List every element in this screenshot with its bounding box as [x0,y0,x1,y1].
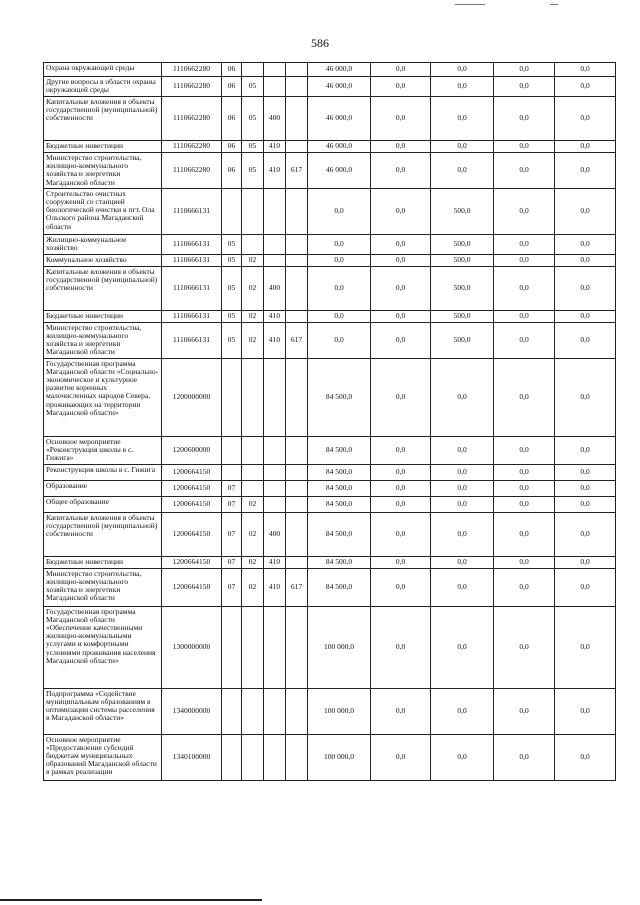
row-value-4: 0,0 [494,63,555,77]
row-value-4: 0,0 [494,512,555,556]
row-section [222,734,242,780]
row-value-5: 0,0 [555,97,616,141]
row-section: 05 [222,266,242,310]
budget-table [43,62,616,781]
table-row [44,97,616,141]
row-value-1: 0,0 [308,310,371,322]
row-code: 1200664150 [162,512,222,556]
table-row [44,480,616,496]
row-value-5: 0,0 [555,512,616,556]
row-value-1: 46 000,0 [308,77,371,97]
row-value-3: 500,0 [431,266,494,310]
row-subsection: 05 [242,97,264,141]
row-admin-code [286,358,308,436]
table-row [44,556,616,568]
row-admin-code [286,234,308,254]
row-admin-code [286,464,308,480]
row-name: Капитальные вложения в объекты государственной (муниципальной) собственности [44,512,162,556]
row-value-4: 0,0 [494,568,555,606]
row-code: 1340100000 [162,734,222,780]
row-value-1: 46 000,0 [308,141,371,153]
table-row [44,734,616,780]
row-admin-code [286,310,308,322]
row-value-3: 0,0 [431,688,494,734]
table-row [44,310,616,322]
row-code: 1110666131 [162,310,222,322]
row-section [222,464,242,480]
row-value-2: 0,0 [371,568,431,606]
row-value-4: 0,0 [494,606,555,688]
row-value-5: 0,0 [555,556,616,568]
row-expense-type [264,734,286,780]
row-value-2: 0,0 [371,310,431,322]
row-subsection [242,688,264,734]
row-value-5: 0,0 [555,188,616,234]
row-code: 1200664150 [162,480,222,496]
row-admin-code [286,496,308,512]
row-expense-type: 410 [264,310,286,322]
row-code: 1110662280 [162,97,222,141]
row-expense-type [264,234,286,254]
row-expense-type [264,254,286,266]
row-admin-code [286,188,308,234]
row-value-5: 0,0 [555,480,616,496]
row-subsection [242,358,264,436]
table-row [44,358,616,436]
row-expense-type [264,436,286,464]
row-value-1: 46 000,0 [308,97,371,141]
row-value-5: 0,0 [555,141,616,153]
row-value-3: 0,0 [431,63,494,77]
row-name: Образование [44,480,162,496]
row-admin-code [286,63,308,77]
row-value-4: 0,0 [494,436,555,464]
row-subsection: 02 [242,254,264,266]
row-value-4: 0,0 [494,734,555,780]
row-subsection: 02 [242,568,264,606]
row-code: 1340000000 [162,688,222,734]
row-value-3: 0,0 [431,556,494,568]
row-admin-code [286,606,308,688]
row-value-3: 500,0 [431,310,494,322]
row-value-3: 0,0 [431,496,494,512]
page-number: 586 [311,36,329,50]
row-value-2: 0,0 [371,606,431,688]
row-code: 1200664150 [162,568,222,606]
row-code: 1110666131 [162,188,222,234]
row-section: 07 [222,496,242,512]
row-value-5: 0,0 [555,358,616,436]
row-value-1: 84 500,0 [308,496,371,512]
row-expense-type: 400 [264,512,286,556]
row-code: 1200664150 [162,496,222,512]
row-section: 06 [222,141,242,153]
table-row [44,436,616,464]
row-name: Капитальные вложения в объекты государственной (муниципальной) собственности [44,97,162,141]
row-expense-type: 410 [264,568,286,606]
row-value-1: 84 500,0 [308,358,371,436]
row-name: Бюджетные инвестиции [44,556,162,568]
row-value-1: 0,0 [308,322,371,358]
row-subsection [242,234,264,254]
row-value-2: 0,0 [371,512,431,556]
row-subsection: 02 [242,512,264,556]
row-value-4: 0,0 [494,141,555,153]
row-admin-code [286,254,308,266]
row-value-2: 0,0 [371,254,431,266]
row-expense-type [264,464,286,480]
row-admin-code [286,266,308,310]
row-value-5: 0,0 [555,310,616,322]
row-value-3: 0,0 [431,77,494,97]
row-value-1: 84 500,0 [308,512,371,556]
row-value-3: 500,0 [431,322,494,358]
row-value-4: 0,0 [494,153,555,189]
table-row [44,322,616,358]
row-code: 1200600000 [162,436,222,464]
table-row [44,464,616,480]
row-value-2: 0,0 [371,153,431,189]
scan-marks [455,4,575,6]
row-value-2: 0,0 [371,358,431,436]
row-code: 1200664150 [162,556,222,568]
row-name: Министерство строительства, жилищно-коммунального хозяйства и энергетики Магаданской области [44,568,162,606]
table-row [44,496,616,512]
row-section: 05 [222,254,242,266]
row-value-4: 0,0 [494,310,555,322]
row-code: 1110662280 [162,141,222,153]
row-value-2: 0,0 [371,266,431,310]
row-admin-code [286,436,308,464]
row-subsection [242,480,264,496]
row-value-5: 0,0 [555,254,616,266]
row-admin-code [286,77,308,97]
row-value-2: 0,0 [371,688,431,734]
row-expense-type [264,188,286,234]
row-admin-code [286,734,308,780]
row-expense-type: 400 [264,266,286,310]
row-admin-code: 617 [286,568,308,606]
row-subsection [242,606,264,688]
row-value-5: 0,0 [555,568,616,606]
row-value-4: 0,0 [494,322,555,358]
row-value-5: 0,0 [555,63,616,77]
bottom-rule [0,899,262,901]
row-expense-type: 410 [264,556,286,568]
row-name: Коммунальное хозяйство [44,254,162,266]
row-value-5: 0,0 [555,464,616,480]
row-admin-code [286,141,308,153]
row-value-2: 0,0 [371,234,431,254]
row-name: Капитальные вложения в объекты государственной (муниципальной) собственности [44,266,162,310]
row-subsection: 02 [242,310,264,322]
row-value-5: 0,0 [555,734,616,780]
row-name: Министерство строительства, жилищно-коммунального хозяйства и энергетики Магаданской области [44,322,162,358]
table-row [44,688,616,734]
row-name: Государственная программа Магаданской области «Обеспечение качественными жилищно-коммунальными услугами и комфортными условиями проживания населения Магаданской области» [44,606,162,688]
row-value-3: 0,0 [431,480,494,496]
row-name: Основное мероприятие «Предоставление субсидий бюджетам муниципальных образований Магаданской области в рамках реализации [44,734,162,780]
row-expense-type [264,496,286,512]
row-name: Подпрограмма «Содействие муниципальным образованиям в оптимизации системы расселения в Магаданской области» [44,688,162,734]
row-value-5: 0,0 [555,436,616,464]
row-value-3: 0,0 [431,568,494,606]
row-section: 05 [222,234,242,254]
row-code: 1300000000 [162,606,222,688]
row-value-4: 0,0 [494,556,555,568]
row-subsection: 02 [242,266,264,310]
row-value-1: 46 000,0 [308,153,371,189]
row-name: Охрана окружающей среды [44,63,162,77]
row-value-4: 0,0 [494,97,555,141]
row-subsection: 05 [242,77,264,97]
row-value-5: 0,0 [555,234,616,254]
row-code: 1110662280 [162,153,222,189]
row-code: 1110666131 [162,322,222,358]
row-subsection [242,464,264,480]
row-value-3: 0,0 [431,97,494,141]
row-section [222,188,242,234]
table-row [44,77,616,97]
row-name: Реконструкция школы в с. Гижига [44,464,162,480]
row-expense-type: 410 [264,153,286,189]
row-code: 1110666131 [162,266,222,310]
row-expense-type: 410 [264,322,286,358]
row-name: Общее образование [44,496,162,512]
row-code: 1200000000 [162,358,222,436]
row-value-4: 0,0 [494,688,555,734]
row-expense-type: 410 [264,141,286,153]
table-row [44,63,616,77]
row-value-3: 500,0 [431,254,494,266]
row-section: 06 [222,153,242,189]
row-value-3: 0,0 [431,358,494,436]
row-value-1: 0,0 [308,266,371,310]
row-value-3: 500,0 [431,188,494,234]
row-value-2: 0,0 [371,734,431,780]
row-value-5: 0,0 [555,606,616,688]
table-row [44,141,616,153]
row-value-3: 0,0 [431,606,494,688]
row-value-1: 46 000,0 [308,63,371,77]
row-code: 1110666131 [162,254,222,266]
row-value-4: 0,0 [494,77,555,97]
table-row [44,254,616,266]
row-value-5: 0,0 [555,496,616,512]
row-value-2: 0,0 [371,63,431,77]
row-value-3: 0,0 [431,153,494,189]
row-value-2: 0,0 [371,188,431,234]
table-row [44,266,616,310]
row-section: 07 [222,512,242,556]
table-row [44,512,616,556]
row-admin-code: 617 [286,153,308,189]
row-section [222,436,242,464]
row-expense-type [264,480,286,496]
row-value-4: 0,0 [494,480,555,496]
row-section [222,606,242,688]
row-subsection: 05 [242,141,264,153]
row-value-2: 0,0 [371,97,431,141]
table-row [44,568,616,606]
row-value-1: 84 500,0 [308,568,371,606]
row-subsection: 02 [242,556,264,568]
row-name: Бюджетные инвестиции [44,310,162,322]
row-value-2: 0,0 [371,464,431,480]
row-value-1: 100 000,0 [308,688,371,734]
row-value-4: 0,0 [494,496,555,512]
row-section: 05 [222,322,242,358]
row-value-4: 0,0 [494,464,555,480]
row-admin-code [286,97,308,141]
table-row [44,153,616,189]
row-value-3: 0,0 [431,141,494,153]
row-section: 07 [222,556,242,568]
row-value-5: 0,0 [555,322,616,358]
row-value-2: 0,0 [371,556,431,568]
row-expense-type [264,606,286,688]
table-row [44,234,616,254]
row-section: 06 [222,97,242,141]
row-value-1: 84 500,0 [308,436,371,464]
row-name: Бюджетные инвестиции [44,141,162,153]
row-subsection [242,734,264,780]
row-value-4: 0,0 [494,254,555,266]
row-value-1: 84 500,0 [308,556,371,568]
row-subsection [242,188,264,234]
row-value-2: 0,0 [371,436,431,464]
row-value-1: 0,0 [308,234,371,254]
row-value-2: 0,0 [371,322,431,358]
row-value-4: 0,0 [494,358,555,436]
row-value-5: 0,0 [555,688,616,734]
row-admin-code [286,556,308,568]
row-value-5: 0,0 [555,153,616,189]
row-value-1: 0,0 [308,254,371,266]
row-value-3: 0,0 [431,734,494,780]
row-subsection: 02 [242,322,264,358]
row-value-3: 0,0 [431,464,494,480]
row-expense-type [264,358,286,436]
row-expense-type [264,688,286,734]
row-name: Строительство очистных сооружений со станцией биологической очистки в пгт. Ола Ольского района Магаданской области [44,188,162,234]
row-admin-code [286,480,308,496]
row-name: Другие вопросы в области охраны окружающей среды [44,77,162,97]
row-expense-type [264,77,286,97]
row-admin-code: 617 [286,322,308,358]
row-section: 05 [222,310,242,322]
row-name: Министерство строительства, жилищно-коммунального хозяйства и энергетики Магаданской области [44,153,162,189]
row-value-1: 84 500,0 [308,480,371,496]
row-section: 06 [222,63,242,77]
budget-table-container [43,62,615,781]
table-row [44,188,616,234]
row-expense-type [264,63,286,77]
row-expense-type: 400 [264,97,286,141]
row-subsection [242,63,264,77]
row-admin-code [286,512,308,556]
row-value-1: 0,0 [308,188,371,234]
row-value-5: 0,0 [555,266,616,310]
row-code: 1110666131 [162,234,222,254]
row-section [222,688,242,734]
row-value-2: 0,0 [371,496,431,512]
row-value-3: 0,0 [431,436,494,464]
row-section [222,358,242,436]
row-value-5: 0,0 [555,77,616,97]
row-value-1: 100 000,0 [308,734,371,780]
row-subsection [242,436,264,464]
row-name: Основное мероприятие «Реконструкция школы в с. Гижига» [44,436,162,464]
row-value-1: 84 500,0 [308,464,371,480]
row-subsection: 05 [242,153,264,189]
row-value-3: 500,0 [431,234,494,254]
row-name: Жилищно-коммунальное хозяйство [44,234,162,254]
row-code: 1200664150 [162,464,222,480]
row-name: Государственная программа Магаданской области «Социально-экономическое и культурное развитие коренных малочисленных народов Севера, проживающих на территории Магаданской области» [44,358,162,436]
row-value-4: 0,0 [494,188,555,234]
row-section: 07 [222,480,242,496]
row-subsection: 02 [242,496,264,512]
row-value-2: 0,0 [371,141,431,153]
row-code: 1110662280 [162,63,222,77]
row-code: 1110662280 [162,77,222,97]
row-admin-code [286,688,308,734]
row-section: 06 [222,77,242,97]
row-value-3: 0,0 [431,512,494,556]
row-section: 07 [222,568,242,606]
row-value-4: 0,0 [494,234,555,254]
table-row [44,606,616,688]
row-value-1: 100 000,0 [308,606,371,688]
row-value-2: 0,0 [371,480,431,496]
row-value-2: 0,0 [371,77,431,97]
row-value-4: 0,0 [494,266,555,310]
